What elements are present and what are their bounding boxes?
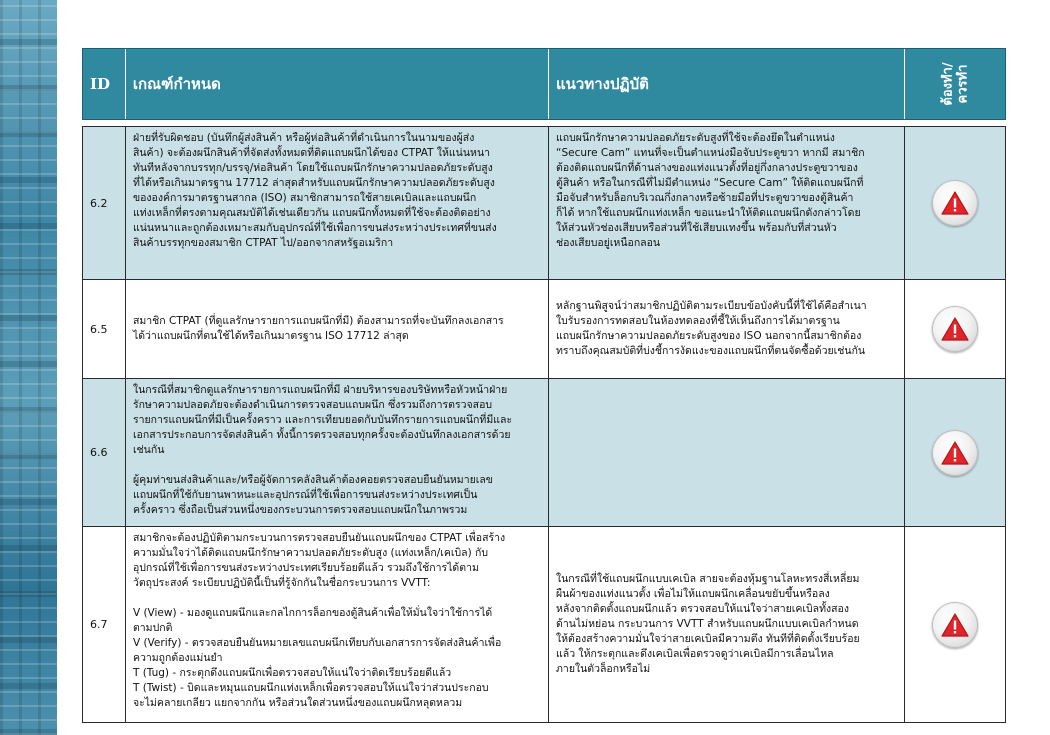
- row-guidance: หลักฐานพิสูจน์ว่าสมาชิกปฏิบัติตามระเบียบข้อบังคับนี้ที่ใช้ได้คือสำเนา ใบรับรองการทดสอบในห้องทดลองที่ชี้ให้เห็นถึงการได้มาตรฐาน แถบผนึกรักษาความปลอดภัยระดับสูงของ ISO นอกจากนี้สมาชิกต้อง ทราบถึงคุณสมบัติที่บ่งชี้การงัดแงะของแถบผนึกที่ตนจัดซื้อด้วยเช่นกัน: [549, 280, 905, 378]
- warning-icon: [932, 180, 978, 226]
- table-row: [83, 527, 1005, 722]
- row-guidance: [549, 379, 905, 526]
- row-id: 6.7: [83, 527, 126, 722]
- row-id: 6.5: [83, 280, 126, 378]
- row-status: [905, 379, 1005, 526]
- container-yard-strip: [0, 0, 57, 735]
- header-status: ต้องทำ/ ควรทำ: [940, 62, 971, 106]
- table-row: [83, 280, 1005, 379]
- row-status: [905, 127, 1005, 279]
- header-requirement: เกณฑ์กำหนด: [126, 49, 549, 119]
- row-guidance: แถบผนึกรักษาความปลอดภัยระดับสูงที่ใช้จะต้องยึดในตำแหน่ง “Secure Cam” แทนที่จะเป็นตำแหน่งมือจับประตูขวา หากมี สมาชิก ต้องติดแถบผนึกที่ด้านล่างของแท่งแนวตั้งที่อยู่กึ่งกลางประตูขวาของ ตู้สินค้า หรือในกรณีที่ไม่มีตำแหน่ง “Secure Cam” ให้ติดแถบผนึกที่ มือจับสำหรับล็อกบริเวณกึ่งกลางหรือซ้ายมือที่ประตูขวาของตู้สินค้า ก็ได้ หากใช้แถบผนึกแท่งเหล็ก ขอแนะนำให้ติดแถบผนึกดังกล่าวโดย ให้ส่วนหัวช่องเสียบหรือส่วนที่ใช้เสียบแทงขึ้น พร้อมกับที่ส่วนหัว ช่องเสียบอยู่เหนือกลอน: [549, 127, 905, 279]
- row-requirement: สมาชิกจะต้องปฏิบัติตามกระบวนการตรวจสอบยืนยันแถบผนึกของ CTPAT เพื่อสร้าง ความมั่นใจว่าได้ติดแถบผนึกรักษาความปลอดภัยระดับสูง (แท่งเหล็ก/เคเบิล) กับ อุปกรณ์ที่ใช้เพื่อการขนส่งระหว่างประเทศเรียบร้อยดีแล้ว รวมถึงใช้การได้ตาม วัตถุประสงค์ ระเบียบปฏิบัตินี้เป็นที่รู้จักกันในชื่อกระบวนการ VVTT: V (View) - มองดูแถบผนึกและกลไกการล็อกของตู้สินค้าเพื่อให้มั่นใจว่าใช้การได้ ตามปกติ V (Verify) - ตรวจสอบยืนยันหมายเลขแถบผนึกเทียบกับเอกสารการจัดส่งสินค้าเพื่อ ความถูกต้องแม่นยำ T (Tug) - กระตุกดึงแถบผนึกเพื่อตรวจสอบให้แน่ใจว่าติดเรียบร้อยดีแล้ว T (Twist) - บิดและหมุนแถบผนึกแท่งเหล็กเพื่อตรวจสอบให้แน่ใจว่าส่วนประกอบ จะไม่คลายเกลียว แยกจากกัน หรือส่วนใดส่วนหนึ่งของแถบผนึกหลุดหลวม: [126, 527, 549, 722]
- row-guidance: ในกรณีที่ใช้แถบผนึกแบบเคเบิล สายจะต้องหุ้มฐานโลหะทรงสี่เหลี่ยม ผืนผ้าของแท่งแนวตั้ง เพื่อไม่ให้แถบผนึกเคลื่อนขยับขึ้นหรือลง หลังจากติดตั้งแถบผนึกแล้ว ตรวจสอบให้แน่ใจว่าสายเคเบิลทั้งสอง ด้านไม่หย่อน กระบวนการ VVTT สำหรับแถบผนึกแบบเคเบิลกำหนด ให้ต้องสร้างความมั่นใจว่าสายเคเบิลมีความตึง ทันทีที่ติดตั้งเรียบร้อย แล้ว ให้กระตุกและดึงเคเบิลเพื่อตรวจดูว่าเคเบิลมีการเลื่อนไหล ภายในตัวล็อกหรือไม่: [549, 527, 905, 722]
- warning-icon: [932, 306, 978, 352]
- row-status: [905, 280, 1005, 378]
- row-requirement: ในกรณีที่สมาชิกดูแลรักษารายการแถบผนึกที่มี ฝ่ายบริหารของบริษัทหรือหัวหน้าฝ่าย รักษาความปลอดภัยจะต้องดำเนินการตรวจสอบแถบผนึก ซึ่งรวมถึงการตรวจสอบ รายการแถบผนึกที่มีเป็นครั้งคราว และการเทียบยอดกับบันทึกรายการแถบผนึกที่มีและ เอกสารประกอบการจัดส่งสินค้า ทั้งนี้การตรวจสอบทุกครั้งจะต้องบันทึกลงเอกสารด้วย เช่นกัน ผู้คุมท่าขนส่งสินค้าและ/หรือผู้จัดการคลังสินค้าต้องคอยตรวจสอบยืนยันหมายเลข แถบผนึกที่ใช้กับยานพาหนะและอุปกรณ์ที่ใช้เพื่อการขนส่งระหว่างประเทศเป็น ครั้งคราว ซึ่งถือเป็นส่วนหนึ่งของกระบวนการตรวจสอบแถบผนึกในภาพรวม: [126, 379, 549, 526]
- row-id: 6.6: [83, 379, 126, 526]
- row-requirement: สมาชิก CTPAT (ที่ดูแลรักษารายการแถบผนึกที่มี) ต้องสามารถที่จะบันทึกลงเอกสาร ได้ว่าแถบผนึกที่ตนใช้ได้หรือเกินมาตรฐาน ISO 17712 ล่าสุด: [126, 280, 549, 378]
- row-requirement: ฝ่ายที่รับผิดชอบ (บันทึกผู้ส่งสินค้า หรือผู้ห่อสินค้าที่ดำเนินการในนามของผู้ส่ง สินค้า) จะต้องผนึกสินค้าที่จัดส่งทั้งหมดที่ติดแถบผนึกได้ของ CTPAT ให้แน่นหนา ทันทีหลังจากบรรทุก/บรรจุ/ห่อสินค้า โดยใช้แถบผนึกรักษาความปลอดภัยระดับสูง ที่ได้หรือเกินมาตรฐาน 17712 ล่าสุดสำหรับแถบผนึกรักษาความปลอดภัยระดับสูง ขององค์การมาตรฐานสากล (ISO) สมาชิกสามารถใช้สายเคเบิลและแถบผนึก แท่งเหล็กที่ตรงตามคุณสมบัติได้เช่นเดียวกัน แถบผนึกทั้งหมดที่ใช้จะต้องติดอย่าง แน่นหนาและถูกต้องเหมาะสมกับอุปกรณ์ที่ใช้เพื่อการขนส่งระหว่างประเทศที่ขนส่ง สินค้าบรรทุกของสมาชิก CTPAT ไป/ออกจากสหรัฐอเมริกา: [126, 127, 549, 279]
- header-status-cell: [905, 49, 1005, 119]
- table-row: [83, 127, 1005, 280]
- header-id: ID: [83, 49, 126, 119]
- table-header: [82, 48, 1006, 120]
- requirements-table: [82, 126, 1006, 723]
- warning-icon: [932, 602, 978, 648]
- table-row: [83, 379, 1005, 527]
- row-id: 6.2: [83, 127, 126, 279]
- row-status: [905, 527, 1005, 722]
- warning-icon: [932, 430, 978, 476]
- header-guidance: แนวทางปฏิบัติ: [549, 49, 905, 119]
